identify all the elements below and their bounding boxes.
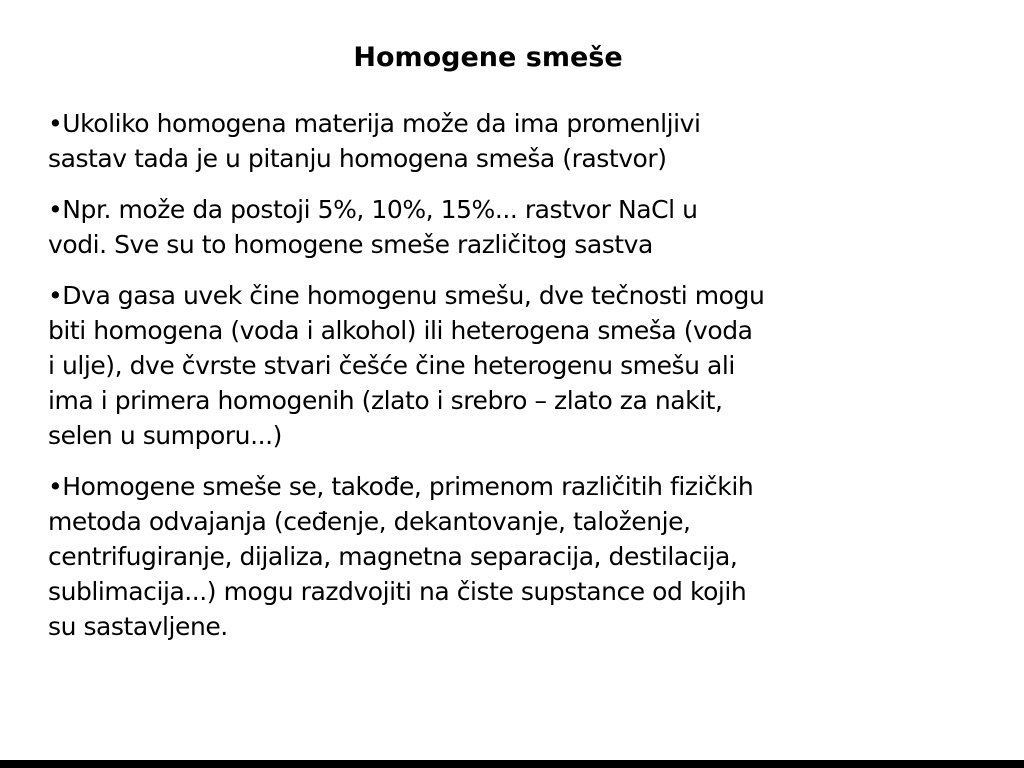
bullet-list: [48, 106, 948, 660]
bullet-paragraph: •Ukoliko homogena materija može da ima promenljivi sastav tada je u pitanju homogena smeša (rastvor): [48, 109, 701, 173]
slide-title: Homogene smeše: [353, 42, 623, 73]
bottom-divider: [0, 760, 1024, 768]
bullet-paragraph: •Npr. može da postoji 5%, 10%, 15%... rastvor NaCl u vodi. Sve su to homogene smeše različitog sastva: [48, 195, 698, 259]
bullet-paragraph: •Homogene smeše se, takođe, primenom različitih fizičkih metoda odvajanja (ceđenje, dekantovanje, taloženje, centrifugiranje, dijaliza, magnetna separacija, destilacija, sublimacija...) mogu razdvojiti na čiste supstance od kojih su sastavljene.: [48, 472, 754, 641]
bullet-paragraph: •Dva gasa uvek čine homogenu smešu, dve tečnosti mogu biti homogena (voda i alkohol) ili heterogena smeša (voda i ulje), dve čvrste stvari češće čine heterogenu smešu ali ima i primera homogenih (zlato i srebro – zlato za nakit, selen u sumporu...): [48, 281, 765, 450]
